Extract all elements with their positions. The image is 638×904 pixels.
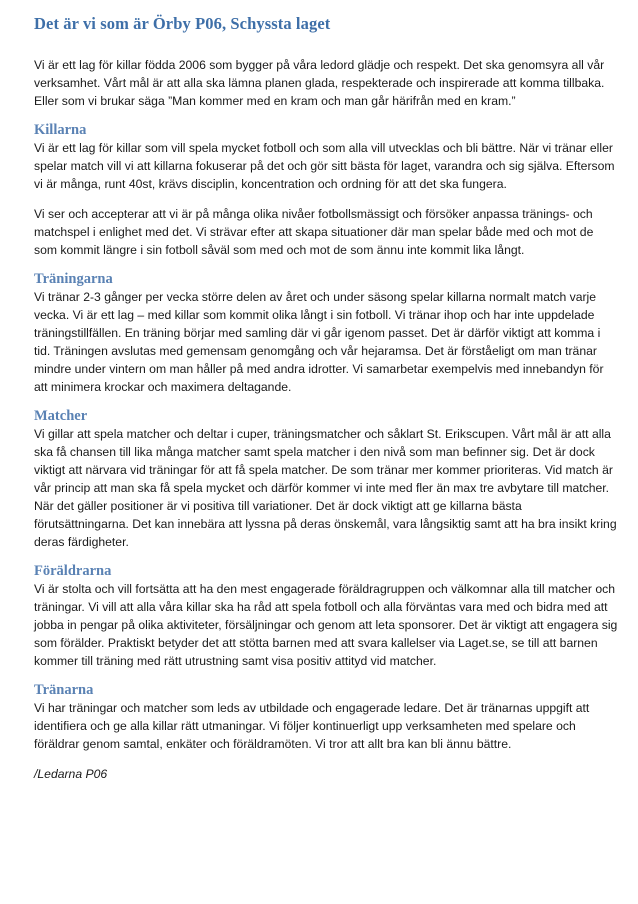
section-paragraph: Vi tränar 2-3 gånger per vecka större delen av året och under säsong spelar killarna normalt match varje vecka. Vi är ett lag – med killar som kommit olika långt i sin fotboll. Vi tränar ihop och har inte uppdelade träningstillfällen. En träning börjar med samling där vi går igenom passet. Det är därför viktigt att komma i tid. Träningen avslutas med gemensam genomgång och vår hejaramsa. Det är förståeligt om man tränar mindre under vintern om man håller på med andra idrotter. Vi samarbetar exempelvis med innebandyn för att minimera krockar och maximera deltagande. [34,290,604,394]
section-heading: Träningarna [34,271,113,287]
page-title: Det är vi som är Örby P06, Schyssta laget [34,14,331,33]
section-killarna [34,122,618,259]
section-heading: Föräldrarna [34,563,112,579]
intro-paragraph: Vi är ett lag för killar födda 2006 som bygger på våra ledord glädje och respekt. Det ska genomsyra all vår verksamhet. Vårt mål är att alla ska lämna planen glada, respekterade och inspirerade att komma tillbaka. Eller som vi brukar säga ”Man kommer med en kram och man går härifrån med en kram.” [34,58,605,108]
section-paragraph: Vi är stolta och vill fortsätta att ha den mest engagerade föräldragruppen och välkomnar alla till matcher och träningar. Vi vill att alla våra killar ska ha råd att spela fotboll och alla förväntas vara med och bidra med att jobba in pengar på olika aktiviteter, försäljningar och genom att leta sponsorer. Det är viktigt att engagera sig som förälder. Praktiskt betyder det att stötta barnen med att svara kallelser via Laget.se, se till att barnen kommer till träning med rätt utrustning samt visa positiv attityd vid matcher. [34,582,618,668]
section-heading: Tränarna [34,682,94,698]
signature: /Ledarna P06 [34,767,108,781]
section-matcher [34,408,618,551]
section-paragraph: Vi ser och accepterar att vi är på många olika nivåer fotbollsmässigt och försöker anpassa tränings- och matchspel i enlighet med det. Vi strävar efter att skapa situationer där man spelar både med och mot de som kommit längre i sin fotboll såväl som med och mot de som ännu inte kommit lika långt. [34,207,594,257]
section-tranarna [34,682,618,753]
section-paragraph: Vi gillar att spela matcher och deltar i cuper, träningsmatcher och såklart St. Erikscupen. Vårt mål är att alla ska få chansen till lika många matcher samt spela matcher i den nivå som man befinner sig. Det är dock viktigt att närvara vid träningar för att få spela matcher. De som tränar mer kommer prioriteras. Vid match är vår princip att man ska få spela mycket och därför kommer vi inte med fler än max tre avbytare till matcher. När det gäller positioner är vi positiva till variationer. Det är dock viktigt att ge killarna bästa förutsättningarna. Det kan innebära att lyssna på deras önskemål, vara långsiktig samt att ha bra insikt kring deras färdigheter. [34,427,617,549]
section-paragraph: Vi är ett lag för killar som vill spela mycket fotboll och som alla vill utvecklas och bli bättre. När vi tränar eller spelar match vill vi att killarna fokuserar på det och gör sitt bästa för laget, varandra och sig själva. Eftersom vi är många, runt 40st, krävs disciplin, koncentration och ordning för att det ska fungera. [34,141,615,191]
section-traningarna [34,271,618,396]
section-heading: Killarna [34,122,87,138]
section-paragraph: Vi har träningar och matcher som leds av utbildade och engagerade ledare. Det är tränarnas uppgift att identifiera och ge alla killar rätt utmaningar. Vi följer kontinuerligt upp verksamheten med spelare och föräldrar genom samtal, enkäter och föräldramöten. Vi tror att allt bra kan bli ännu bättre. [34,701,590,751]
section-foraldrarna [34,563,618,670]
section-heading: Matcher [34,408,88,424]
